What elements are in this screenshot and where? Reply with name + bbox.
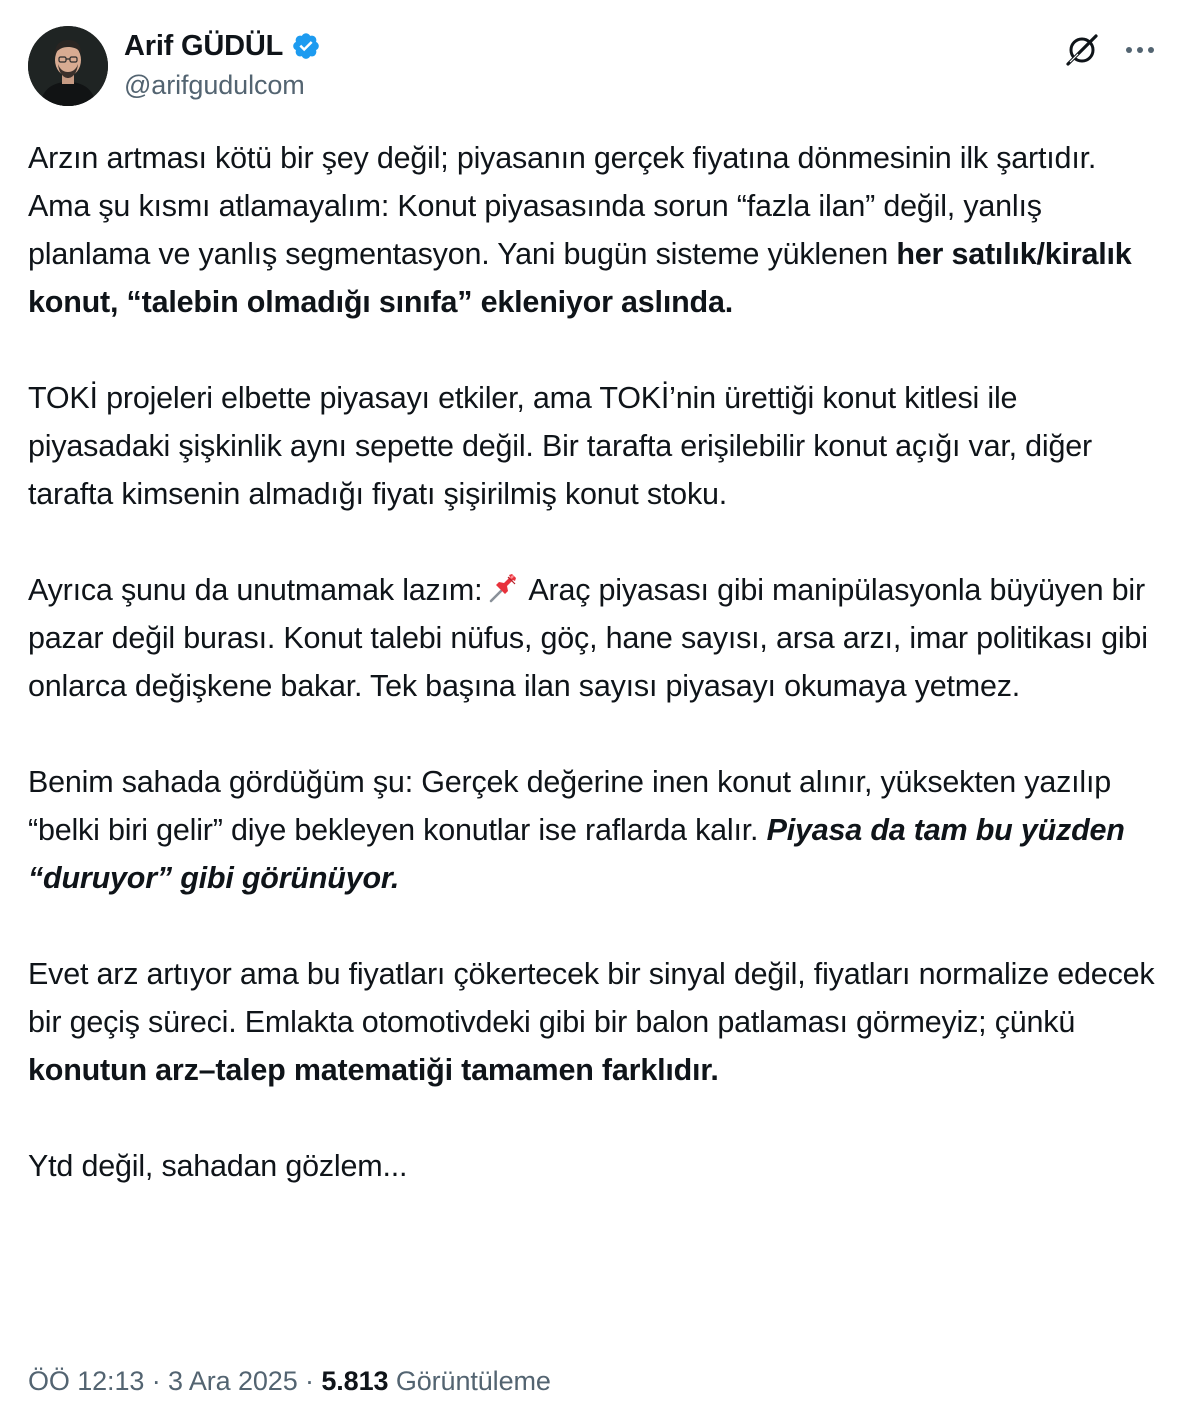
- verified-badge-icon[interactable]: [291, 31, 321, 61]
- tweet-paragraph-1: [28, 134, 1158, 326]
- tweet-paragraph-5: [28, 950, 1158, 1094]
- paragraph-4-bold-italic: Piyasa da tam bu yüzden “duruyor” gibi görünüyor.: [28, 813, 1125, 895]
- tweet-meta: [28, 1366, 551, 1397]
- more-options-icon[interactable]: [1122, 32, 1158, 68]
- paragraph-gap: [28, 1094, 1158, 1142]
- paragraph-gap: [28, 326, 1158, 374]
- pushpin-icon: [486, 568, 524, 606]
- paragraph-gap: [28, 518, 1158, 566]
- tweet-text: [28, 134, 1158, 1190]
- paragraph-gap: [28, 902, 1158, 950]
- author-name-row: [124, 28, 321, 64]
- tweet-header: [28, 26, 1158, 108]
- tweet-paragraph-4: [28, 758, 1158, 902]
- paragraph-5-text: Evet arz artıyor ama bu fiyatları çökertecek bir sinyal değil, fiyatları normalize edecek bir geçiş süreci. Emlakta otomotivdeki gibi bir balon patlaması görmeyiz; çünkü: [28, 957, 1155, 1039]
- meta-separator: ·: [305, 1366, 314, 1396]
- tweet-paragraph-3: [28, 566, 1158, 710]
- paragraph-3-after-pin: Araç piyasası gibi manipülasyonla büyüyen bir pazar değil burası. Konut talebi nüfus, göç, hane sayısı, arsa arzı, imar politikası gibi onlarca değişkene bakar. Tek başına ilan sayısı piyasayı okumaya yetmez.: [28, 573, 1148, 703]
- paragraph-6-text: Ytd değil, sahadan gözlem...: [28, 1149, 408, 1183]
- paragraph-1-text: Arzın artması kötü bir şey değil; piyasanın gerçek fiyatına dönmesinin ilk şartıdır. Ama şu kısmı atlamayalım: Konut piyasasında sorun “fazla ilan” değil, yanlış planlama ve yanlış segmentasyon. Yani bugün sisteme yüklenen: [28, 141, 1097, 271]
- meta-separator: ·: [151, 1366, 161, 1396]
- tweet-date: 3 Ara 2025: [168, 1366, 298, 1396]
- grok-icon[interactable]: [1064, 32, 1100, 68]
- views-label[interactable]: Görüntüleme: [395, 1366, 551, 1396]
- tweet-paragraph-2: [28, 374, 1158, 518]
- paragraph-3-before-pin: Ayrıca şunu da unutmamak lazım:: [28, 573, 483, 607]
- tweet-top-actions: [1064, 32, 1158, 68]
- author-info: [124, 28, 321, 101]
- avatar[interactable]: [28, 26, 108, 106]
- paragraph-2-text: TOKİ projeleri elbette piyasayı etkiler, ama TOKİ’nin ürettiği konut kitlesi ile piyasadaki şişkinlik aynı sepette değil. Bir tarafta erişilebilir konut açığı var, diğer tarafta kimsenin almadığı fiyatı şişirilmiş konut stoku.: [28, 381, 1092, 511]
- tweet-time: ÖÖ 12:13: [28, 1366, 145, 1396]
- tweet-paragraph-6: [28, 1142, 1158, 1190]
- paragraph-gap: [28, 710, 1158, 758]
- paragraph-1-bold: her satılık/kiralık konut, “talebin olmadığı sınıfa” ekleniyor aslında.: [28, 237, 1132, 319]
- author-display-name[interactable]: Arif GÜDÜL: [124, 29, 284, 62]
- paragraph-4-text: Benim sahada gördüğüm şu: Gerçek değerine inen konut alınır, yüksekten yazılıp “belki biri gelir” diye bekleyen konutlar ise raflarda kalır.: [28, 765, 1112, 847]
- author-handle[interactable]: @arifgudulcom: [124, 70, 305, 100]
- tweet-timestamp-link[interactable]: [28, 1366, 298, 1396]
- views-count[interactable]: 5.813: [321, 1366, 389, 1396]
- paragraph-5-bold: konutun arz–talep matematiği tamamen farklıdır.: [28, 1053, 719, 1087]
